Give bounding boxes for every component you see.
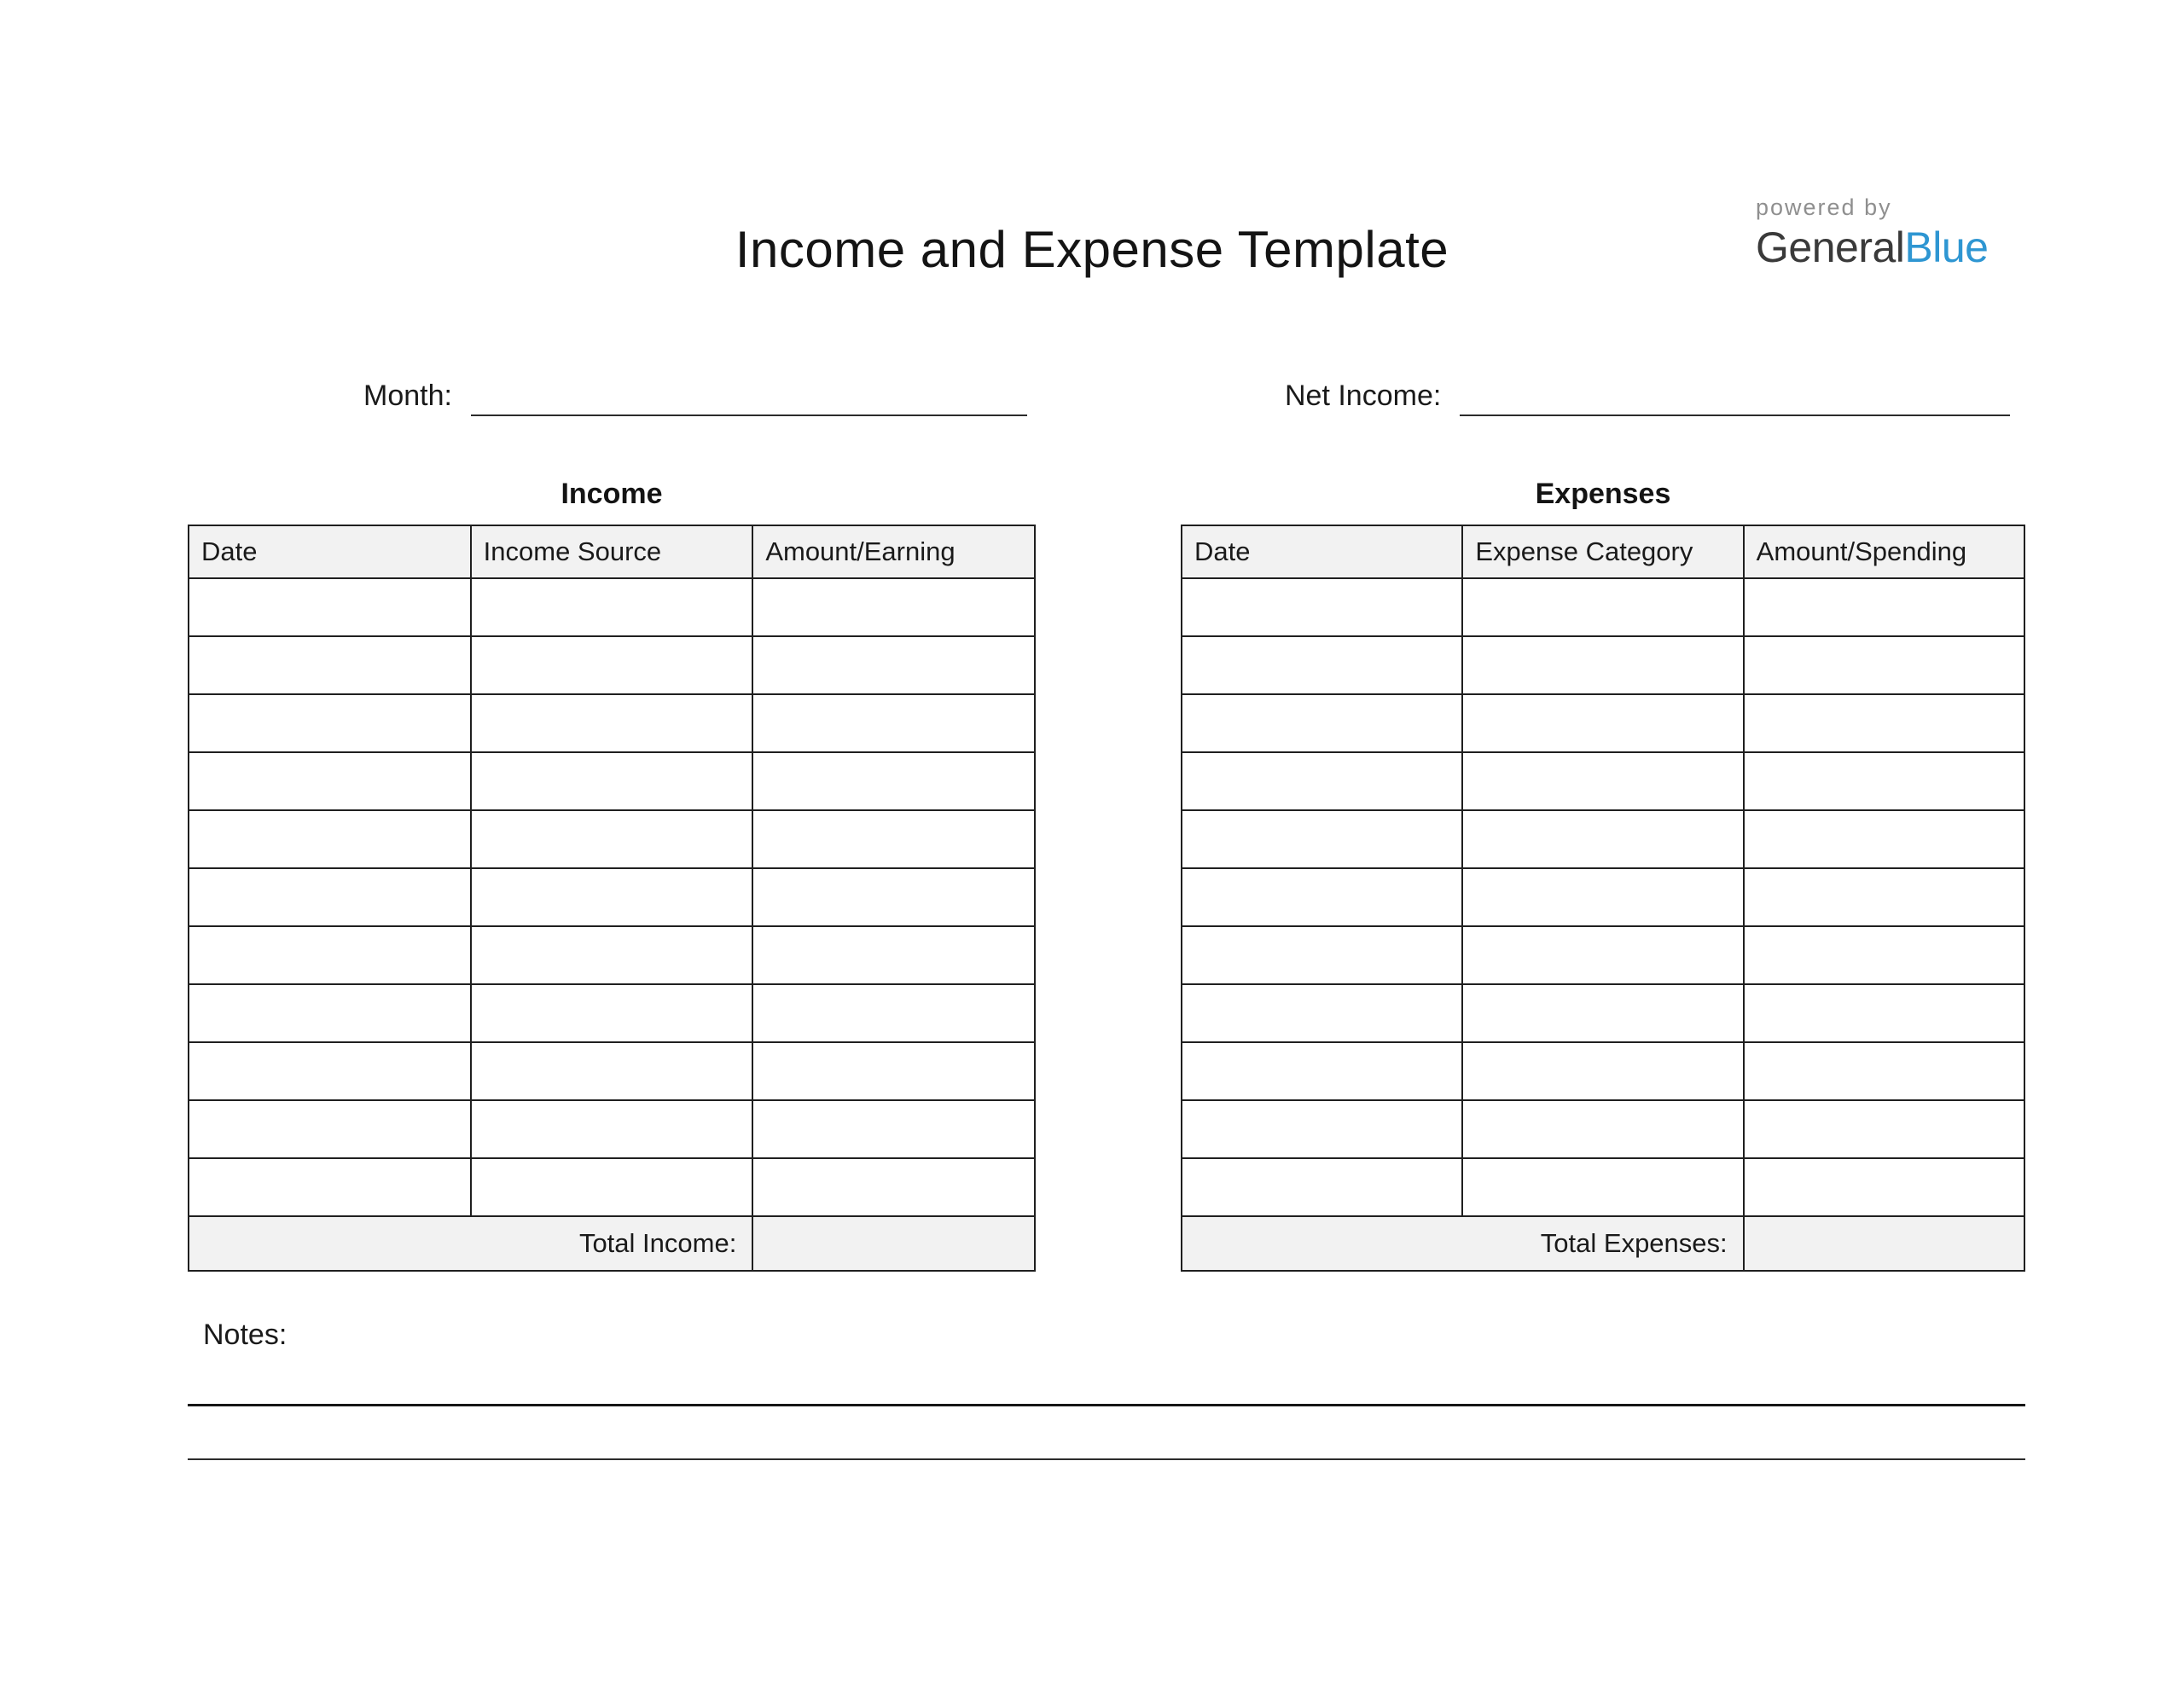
- empty-cell[interactable]: [1462, 1158, 1743, 1216]
- notes-label: Notes:: [203, 1319, 288, 1351]
- expenses-table: [1181, 525, 2025, 1272]
- table-row: [1182, 1042, 2024, 1100]
- table-row: [1182, 694, 2024, 752]
- empty-cell[interactable]: [1182, 752, 1462, 810]
- empty-cell[interactable]: [1462, 636, 1743, 694]
- empty-cell[interactable]: [752, 926, 1035, 984]
- empty-cell[interactable]: [752, 1158, 1035, 1216]
- page-title: Income and Expense Template: [735, 221, 1449, 278]
- expenses-col-header-amount: Amount/Spending: [1744, 525, 2024, 578]
- empty-cell[interactable]: [189, 636, 471, 694]
- total-expenses-value[interactable]: [1744, 1216, 2024, 1271]
- empty-cell[interactable]: [1744, 868, 2024, 926]
- empty-cell[interactable]: [1462, 578, 1743, 636]
- empty-cell[interactable]: [189, 694, 471, 752]
- income-table: [188, 525, 1036, 1272]
- empty-cell[interactable]: [1744, 1100, 2024, 1158]
- empty-cell[interactable]: [752, 636, 1035, 694]
- expenses-table-body: [1182, 578, 2024, 1216]
- empty-cell[interactable]: [1182, 1158, 1462, 1216]
- empty-cell[interactable]: [752, 752, 1035, 810]
- header-row: [189, 525, 1035, 578]
- total-row: [189, 1216, 1035, 1271]
- empty-cell[interactable]: [189, 984, 471, 1042]
- table-row: [189, 1100, 1035, 1158]
- empty-cell[interactable]: [189, 578, 471, 636]
- expenses-section-title: Expenses: [1535, 478, 1671, 510]
- empty-cell[interactable]: [471, 1158, 753, 1216]
- table-row: [1182, 578, 2024, 636]
- empty-cell[interactable]: [1182, 926, 1462, 984]
- empty-cell[interactable]: [1744, 1042, 2024, 1100]
- table-row: [189, 1158, 1035, 1216]
- income-table-footer: [189, 1216, 1035, 1271]
- empty-cell[interactable]: [752, 810, 1035, 868]
- total-income-value[interactable]: [752, 1216, 1035, 1271]
- income-col-header-amount: Amount/Earning: [752, 525, 1035, 578]
- empty-cell[interactable]: [189, 926, 471, 984]
- income-section: [188, 478, 1036, 1272]
- empty-cell[interactable]: [189, 1158, 471, 1216]
- income-table-header: [189, 525, 1035, 578]
- empty-cell[interactable]: [1462, 868, 1743, 926]
- empty-cell[interactable]: [471, 868, 753, 926]
- empty-cell[interactable]: [189, 1100, 471, 1158]
- brand-general-text: General: [1756, 223, 1905, 271]
- empty-cell[interactable]: [1182, 694, 1462, 752]
- total-expenses-label: Total Expenses:: [1182, 1216, 1744, 1271]
- table-row: [189, 984, 1035, 1042]
- empty-cell[interactable]: [1462, 984, 1743, 1042]
- table-row: [189, 1042, 1035, 1100]
- expenses-table-header: [1182, 525, 2024, 578]
- month-input-line[interactable]: [471, 375, 1027, 416]
- empty-cell[interactable]: [752, 578, 1035, 636]
- empty-cell[interactable]: [471, 694, 753, 752]
- empty-cell[interactable]: [1462, 1042, 1743, 1100]
- empty-cell[interactable]: [1182, 984, 1462, 1042]
- month-field-group: [363, 372, 1027, 416]
- empty-cell[interactable]: [1744, 984, 2024, 1042]
- income-col-header-source: Income Source: [471, 525, 753, 578]
- table-row: [1182, 1158, 2024, 1216]
- header-row: [1182, 525, 2024, 578]
- empty-cell[interactable]: [1744, 810, 2024, 868]
- net-income-input-line[interactable]: [1460, 375, 2010, 416]
- brand-blue-text: Blue: [1904, 223, 1989, 271]
- net-income-label: Net Income:: [1285, 380, 1442, 412]
- table-row: [1182, 984, 2024, 1042]
- empty-cell[interactable]: [1462, 810, 1743, 868]
- table-row: [189, 926, 1035, 984]
- empty-cell[interactable]: [471, 578, 753, 636]
- total-income-label: Total Income:: [189, 1216, 752, 1271]
- empty-cell[interactable]: [752, 694, 1035, 752]
- empty-cell[interactable]: [1182, 1042, 1462, 1100]
- empty-cell[interactable]: [471, 752, 753, 810]
- income-col-header-date: Date: [189, 525, 471, 578]
- empty-cell[interactable]: [189, 1042, 471, 1100]
- empty-cell[interactable]: [471, 1100, 753, 1158]
- income-table-body: [189, 578, 1035, 1216]
- table-row: [189, 578, 1035, 636]
- empty-cell[interactable]: [189, 752, 471, 810]
- empty-cell[interactable]: [752, 984, 1035, 1042]
- empty-cell[interactable]: [1182, 810, 1462, 868]
- brand-logo: [1756, 194, 1988, 272]
- powered-by-text: powered by: [1756, 194, 1892, 220]
- empty-cell[interactable]: [1744, 578, 2024, 636]
- empty-cell[interactable]: [752, 868, 1035, 926]
- income-section-title: Income: [561, 478, 663, 510]
- empty-cell[interactable]: [1462, 926, 1743, 984]
- empty-cell[interactable]: [471, 926, 753, 984]
- brand-wordmark: [1756, 223, 1988, 272]
- empty-cell[interactable]: [1744, 1158, 2024, 1216]
- net-income-field-group: [1285, 372, 2010, 416]
- total-row: [1182, 1216, 2024, 1271]
- empty-cell[interactable]: [1744, 636, 2024, 694]
- notes-fill-line[interactable]: [188, 1404, 2025, 1406]
- expenses-section: [1181, 478, 2025, 1272]
- empty-cell[interactable]: [1744, 752, 2024, 810]
- empty-cell[interactable]: [752, 1100, 1035, 1158]
- empty-cell[interactable]: [189, 810, 471, 868]
- empty-cell[interactable]: [1182, 1100, 1462, 1158]
- empty-cell[interactable]: [471, 1042, 753, 1100]
- empty-cell[interactable]: [471, 984, 753, 1042]
- empty-cell[interactable]: [1744, 694, 2024, 752]
- notes-fill-line[interactable]: [188, 1458, 2025, 1460]
- table-row: [1182, 1100, 2024, 1158]
- empty-cell[interactable]: [752, 1042, 1035, 1100]
- table-row: [1182, 926, 2024, 984]
- table-row: [1182, 752, 2024, 810]
- table-row: [189, 810, 1035, 868]
- empty-cell[interactable]: [1744, 926, 2024, 984]
- table-row: [1182, 636, 2024, 694]
- table-row: [189, 752, 1035, 810]
- empty-cell[interactable]: [189, 868, 471, 926]
- empty-cell[interactable]: [471, 636, 753, 694]
- empty-cell[interactable]: [1462, 752, 1743, 810]
- empty-cell[interactable]: [1182, 636, 1462, 694]
- table-row: [1182, 810, 2024, 868]
- empty-cell[interactable]: [1182, 578, 1462, 636]
- month-label: Month:: [363, 380, 452, 412]
- empty-cell[interactable]: [1182, 868, 1462, 926]
- table-row: [189, 868, 1035, 926]
- expenses-col-header-date: Date: [1182, 525, 1462, 578]
- empty-cell[interactable]: [1462, 1100, 1743, 1158]
- expenses-col-header-category: Expense Category: [1462, 525, 1743, 578]
- empty-cell[interactable]: [1462, 694, 1743, 752]
- empty-cell[interactable]: [471, 810, 753, 868]
- table-row: [1182, 868, 2024, 926]
- table-row: [189, 694, 1035, 752]
- expenses-table-footer: [1182, 1216, 2024, 1271]
- table-row: [189, 636, 1035, 694]
